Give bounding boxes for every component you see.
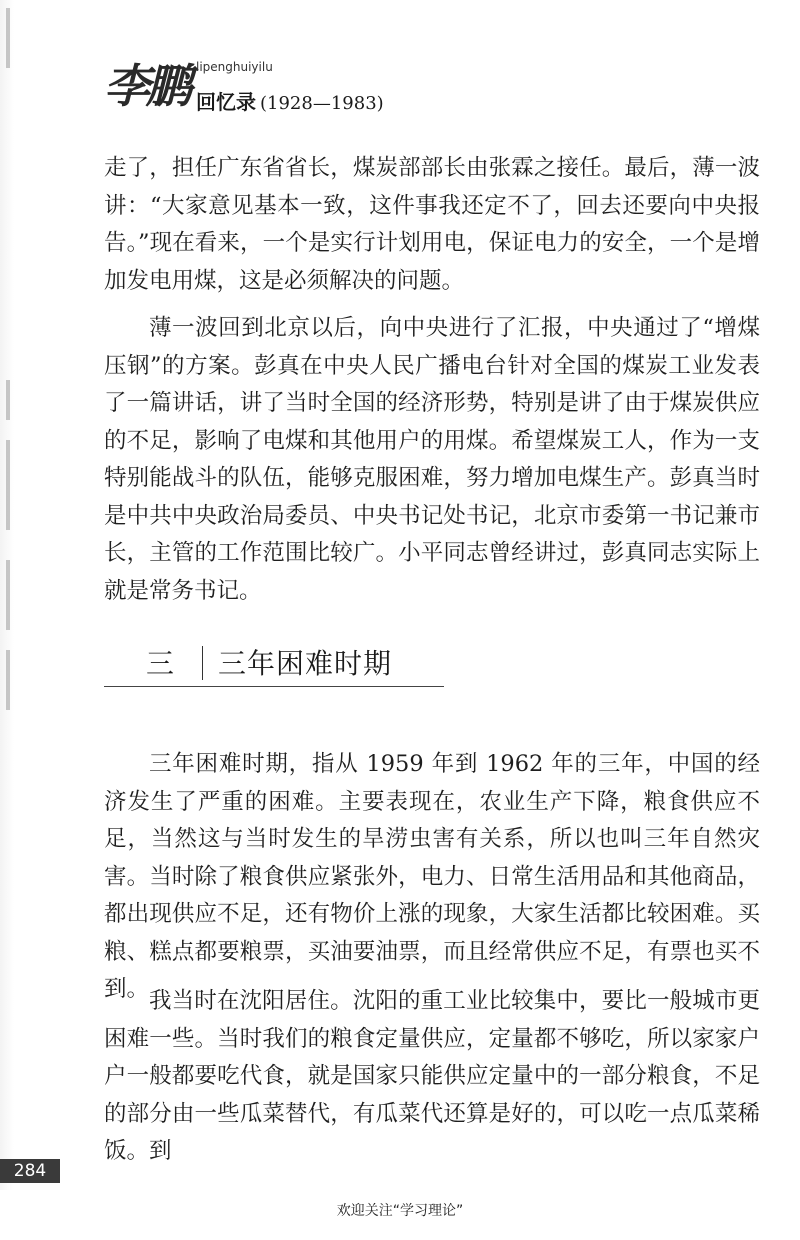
spine-mark (6, 650, 10, 710)
header-pinyin: lipenghuiyilu (196, 60, 273, 74)
section-divider (202, 646, 203, 680)
spine-mark (6, 380, 10, 420)
header-years: (1928—1983) (260, 93, 384, 114)
book-spine-shadow (0, 0, 14, 1190)
footer-note: 欢迎关注“学习理论” (336, 1203, 464, 1219)
section-title: 三年困难时期 (218, 647, 393, 680)
paragraph: 我当时在沈阳居住。沈阳的重工业比较集中，要比一般城市更困难一些。当时我们的粮食定量供应，定量都不够吃，所以家家户户一般都要吃代食，就是国家只能供应定量中的一部分粮食，不足的部分由一些瓜菜替代，有瓜菜代还算是好的，可以吃一点瓜菜稀饭。到 (104, 988, 760, 1164)
header-subtitle-text: 回忆录 (196, 90, 256, 114)
paragraph-continued: 走了，担任广东省省长，煤炭部部长由张霖之接任。最后，薄一波讲：“大家意见基本一致，这件事我还定不了，回去还要向中央报告。”现在看来，一个是实行计划用电，保证电力的安全，一个是增加发电用煤，这是必须解决的问题。 (104, 155, 760, 294)
section-heading (104, 636, 444, 687)
header-calligraphy-logo: 李鹏 (104, 59, 188, 113)
paragraph: 三年困难时期，指从 1959 年到 1962 年的三年，中国的经济发生了严重的困难。主要表现在，农业生产下降，粮食供应不足，当然这与当时发生的旱涝虫害有关系，所以也叫三年自然灾害。当时除了粮食供应紧张外，电力、日常生活用品和其他商品，都出现供应不足，还有物价上涨的现象，大家生活都比较困难。买粮、糕点都要粮票，买油要油票，而且经常供应不足，有票也买不到。 (104, 751, 760, 1002)
spine-mark (6, 560, 10, 630)
header-subtitle (196, 86, 384, 115)
spine-mark (6, 8, 10, 68)
page-number: 284 (0, 1159, 60, 1183)
spine-mark (6, 440, 10, 530)
paragraph: 薄一波回到北京以后，向中央进行了汇报，中央通过了“增煤压钢”的方案。彭真在中央人民广播电台针对全国的煤炭工业发表了一篇讲话，讲了当时全国的经济形势，特别是讲了由于煤炭供应的不足，影响了电煤和其他用户的用煤。希望煤炭工人，作为一支特别能战斗的队伍，能够克服困难，努力增加电煤生产。彭真当时是中共中央政治局委员、中央书记处书记，北京市委第一书记兼市长，主管的工作范围比较广。小平同志曾经讲过，彭真同志实际上就是常务书记。 (104, 315, 760, 604)
section-number: 三 (146, 647, 175, 680)
